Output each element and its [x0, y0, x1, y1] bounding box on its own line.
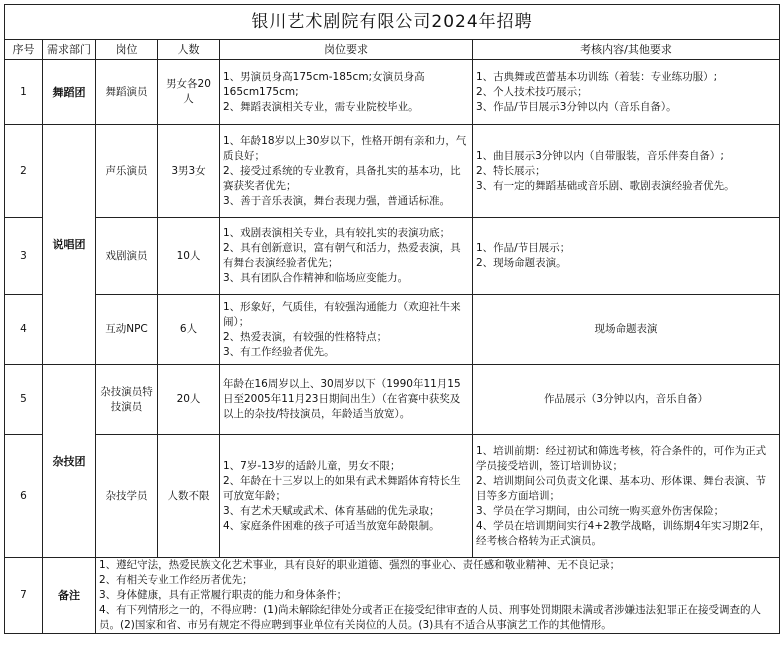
header-count: 人数	[158, 40, 220, 60]
position-cell: 互动NPC	[96, 295, 158, 365]
count-cell: 10人	[158, 218, 220, 295]
table-row	[5, 365, 780, 435]
exam-cell: 作品展示（3分钟以内，音乐自备）	[473, 365, 780, 435]
count-cell: 3男3女	[158, 125, 220, 218]
row-index: 1	[5, 60, 43, 125]
exam-cell: 1、培训前期：经过初试和筛选考核，符合条件的，可作为正式学员接受培训，签订培训协议； 2、培训期间公司负责文化课、基本功、形体课、舞台表演、节目等多方面培训； 3、学员在学习期间，由公司统一购买意外伤害保险； 4、学员在培训期间实行4+2教学战略，训练期4年实习期2年，经考核合格转为正式演员。	[473, 435, 780, 558]
requirements-cell: 1、7岁-13岁的适龄儿童，男女不限； 2、年龄在十三岁以上的如果有武术舞蹈体育特长生可放宽年龄； 3、有艺术天赋或武术、体育基础的优先录取； 4、家庭条件困难的孩子可适当放宽年龄限制。	[220, 435, 473, 558]
row-index: 5	[5, 365, 43, 435]
row-index: 4	[5, 295, 43, 365]
header-requirements: 岗位要求	[220, 40, 473, 60]
exam-cell: 1、古典舞或芭蕾基本功训练（着装：专业练功服）; 2、个人技术技巧展示； 3、作品/节目展示3分钟以内（音乐自备）。	[473, 60, 780, 125]
row-index: 3	[5, 218, 43, 295]
requirements-cell: 1、戏剧表演相关专业，具有较扎实的表演功底； 2、具有创新意识，富有朝气和活力，热爱表演，具有舞台表演经验者优先； 3、具有团队合作精神和临场应变能力。	[220, 218, 473, 295]
row-index: 2	[5, 125, 43, 218]
table-row	[5, 60, 780, 125]
count-cell: 6人	[158, 295, 220, 365]
requirements-cell: 1、年龄18岁以上30岁以下，性格开朗有亲和力，气质良好； 2、接受过系统的专业教育，具备扎实的基本功，比赛获奖者优先； 3、善于音乐表演，舞台表现力强，普通话标准。	[220, 125, 473, 218]
page-title: 银川艺术剧院有限公司2024年招聘	[5, 5, 780, 40]
table-row	[5, 435, 780, 558]
dept-cell: 舞蹈团	[43, 60, 96, 125]
count-cell: 男女各20人	[158, 60, 220, 125]
recruitment-table	[4, 4, 780, 634]
table-row	[5, 125, 780, 218]
position-cell: 声乐演员	[96, 125, 158, 218]
count-cell: 20人	[158, 365, 220, 435]
position-cell: 杂技学员	[96, 435, 158, 558]
header-position: 岗位	[96, 40, 158, 60]
exam-cell: 现场命题表演	[473, 295, 780, 365]
notes-label: 备注	[43, 558, 96, 634]
notes-row	[5, 558, 780, 634]
table-row	[5, 295, 780, 365]
recruitment-sheet	[4, 4, 779, 634]
dept-cell: 杂技团	[43, 365, 96, 558]
count-cell: 人数不限	[158, 435, 220, 558]
row-index: 7	[5, 558, 43, 634]
position-cell: 舞蹈演员	[96, 60, 158, 125]
exam-cell: 1、作品/节目展示； 2、现场命题表演。	[473, 218, 780, 295]
requirements-cell: 1、形象好，气质佳，有较强沟通能力（欢迎社牛来闹）； 2、热爱表演，有较强的性格特点； 3、有工作经验者优先。	[220, 295, 473, 365]
exam-cell: 1、曲目展示3分钟以内（自带服装，音乐伴奏自备）; 2、特长展示； 3、有一定的舞蹈基础或音乐剧、歌剧表演经验者优先。	[473, 125, 780, 218]
position-cell: 杂技演员特技演员	[96, 365, 158, 435]
position-cell: 戏剧演员	[96, 218, 158, 295]
notes-text: 1、遵纪守法，热爱民族文化艺术事业，具有良好的职业道德、强烈的事业心、责任感和敬业精神、无不良记录； 2、有相关专业工作经历者优先； 3、身体健康，具有正常履行职责的能力和身体条件； 4、有下列情形之一的，不得应聘：(1)尚未解除纪律处分或者正在接受纪律审查的人员、刑事处罚期限未满或者涉嫌违法犯罪正在接受调查的人员。(2)国家和省、市另有规定不得应聘到事业单位有关岗位的人员。(3)具有不适合从事演艺工作的其他情形。	[96, 558, 780, 634]
header-row	[5, 40, 780, 60]
row-index: 6	[5, 435, 43, 558]
requirements-cell: 1、男演员身高175cm-185cm;女演员身高165cm175cm; 2、舞蹈表演相关专业，需专业院校毕业。	[220, 60, 473, 125]
dept-cell: 说唱团	[43, 125, 96, 365]
header-index: 序号	[5, 40, 43, 60]
requirements-cell: 年龄在16周岁以上、30周岁以下（1990年11月15日至2005年11月23日期间出生）（在省赛中获奖及以上的杂技/特技演员，年龄适当放宽）。	[220, 365, 473, 435]
header-exam: 考核内容/其他要求	[473, 40, 780, 60]
header-dept: 需求部门	[43, 40, 96, 60]
table-row	[5, 218, 780, 295]
